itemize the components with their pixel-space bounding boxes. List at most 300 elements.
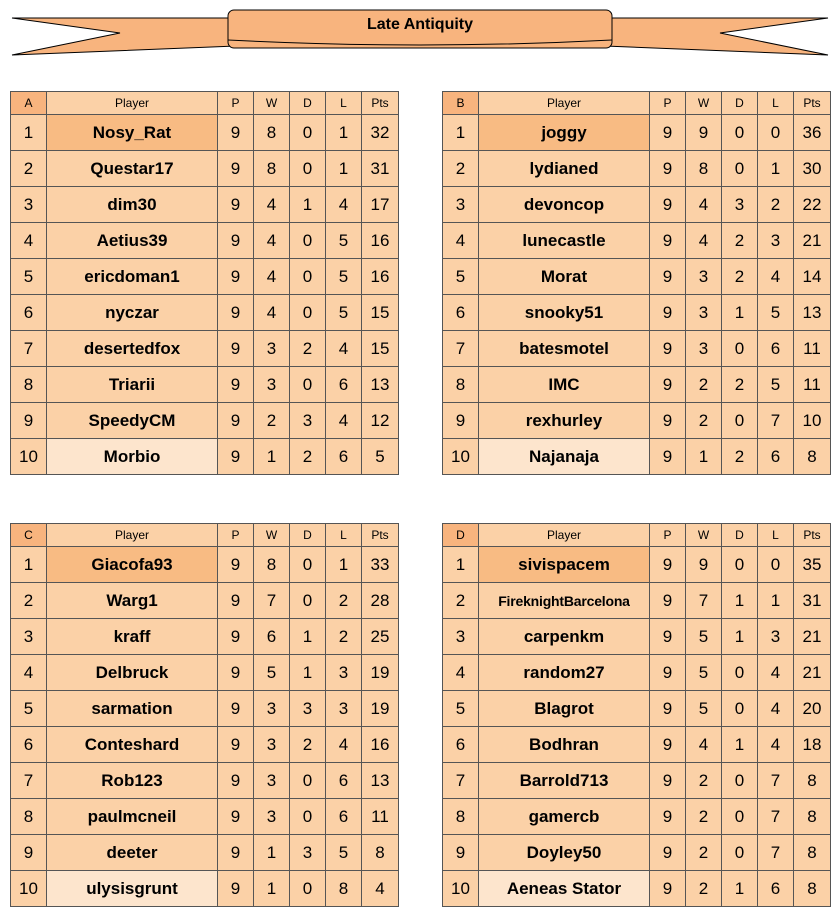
lost-cell: 5 (326, 223, 362, 259)
drawn-cell: 0 (722, 547, 758, 583)
played-cell: 9 (650, 583, 686, 619)
player-name-cell: SpeedyCM (47, 403, 218, 439)
table-row (443, 655, 831, 691)
drawn-cell: 1 (722, 295, 758, 331)
points-cell: 11 (794, 331, 831, 367)
rank-cell: 5 (443, 259, 479, 295)
table-row (443, 763, 831, 799)
drawn-cell: 0 (290, 583, 326, 619)
lost-cell: 1 (326, 151, 362, 187)
lost-cell: 6 (326, 367, 362, 403)
rank-cell: 7 (11, 763, 47, 799)
player-name-cell: sarmation (47, 691, 218, 727)
player-name-cell: joggy (479, 115, 650, 151)
rank-cell: 10 (443, 439, 479, 475)
player-name-cell: IMC (479, 367, 650, 403)
lost-cell: 6 (326, 439, 362, 475)
table-row (11, 547, 399, 583)
played-cell: 9 (650, 763, 686, 799)
played-cell: 9 (218, 115, 254, 151)
table-row (11, 871, 399, 907)
lost-cell: 0 (758, 115, 794, 151)
rank-cell: 8 (443, 367, 479, 403)
points-cell: 36 (794, 115, 831, 151)
table-row (11, 259, 399, 295)
header-points: Pts (362, 524, 399, 547)
table-header-row (443, 524, 831, 547)
player-name-cell: Warg1 (47, 583, 218, 619)
lost-cell: 4 (758, 727, 794, 763)
won-cell: 2 (686, 835, 722, 871)
lost-cell: 3 (758, 223, 794, 259)
played-cell: 9 (650, 115, 686, 151)
drawn-cell: 1 (722, 583, 758, 619)
won-cell: 8 (686, 151, 722, 187)
lost-cell: 1 (758, 583, 794, 619)
table-row (11, 799, 399, 835)
table-row (443, 331, 831, 367)
points-cell: 8 (362, 835, 399, 871)
points-cell: 28 (362, 583, 399, 619)
drawn-cell: 0 (722, 799, 758, 835)
won-cell: 7 (254, 583, 290, 619)
lost-cell: 1 (326, 115, 362, 151)
points-cell: 8 (794, 871, 831, 907)
won-cell: 4 (686, 727, 722, 763)
rank-cell: 3 (443, 187, 479, 223)
header-played: P (650, 92, 686, 115)
player-name-cell: sivispacem (479, 547, 650, 583)
header-won: W (254, 92, 290, 115)
drawn-cell: 2 (290, 727, 326, 763)
player-name-cell: Morbio (47, 439, 218, 475)
won-cell: 3 (686, 295, 722, 331)
points-cell: 30 (794, 151, 831, 187)
drawn-cell: 2 (722, 259, 758, 295)
rank-cell: 8 (11, 799, 47, 835)
header-player: Player (47, 524, 218, 547)
lost-cell: 6 (758, 331, 794, 367)
points-cell: 32 (362, 115, 399, 151)
won-cell: 4 (254, 295, 290, 331)
header-drawn: D (722, 524, 758, 547)
header-points: Pts (362, 92, 399, 115)
drawn-cell: 0 (722, 151, 758, 187)
table-row (11, 115, 399, 151)
drawn-cell: 0 (290, 151, 326, 187)
points-cell: 10 (794, 403, 831, 439)
lost-cell: 8 (326, 871, 362, 907)
won-cell: 8 (254, 547, 290, 583)
group-letter: C (11, 524, 47, 547)
points-cell: 13 (794, 295, 831, 331)
won-cell: 5 (686, 655, 722, 691)
played-cell: 9 (218, 403, 254, 439)
rank-cell: 8 (443, 799, 479, 835)
played-cell: 9 (650, 439, 686, 475)
played-cell: 9 (650, 187, 686, 223)
points-cell: 22 (794, 187, 831, 223)
group-letter: B (443, 92, 479, 115)
header-drawn: D (290, 92, 326, 115)
played-cell: 9 (650, 619, 686, 655)
lost-cell: 3 (758, 619, 794, 655)
drawn-cell: 0 (722, 655, 758, 691)
drawn-cell: 2 (722, 367, 758, 403)
rank-cell: 3 (443, 619, 479, 655)
header-won: W (254, 524, 290, 547)
lost-cell: 4 (326, 187, 362, 223)
header-points: Pts (794, 92, 831, 115)
drawn-cell: 1 (290, 187, 326, 223)
played-cell: 9 (218, 655, 254, 691)
played-cell: 9 (218, 799, 254, 835)
drawn-cell: 0 (290, 295, 326, 331)
header-lost: L (758, 524, 794, 547)
points-cell: 21 (794, 223, 831, 259)
drawn-cell: 0 (290, 871, 326, 907)
table-header-row (443, 92, 831, 115)
header-points: Pts (794, 524, 831, 547)
rank-cell: 1 (443, 115, 479, 151)
drawn-cell: 1 (290, 655, 326, 691)
player-name-cell: Bodhran (479, 727, 650, 763)
drawn-cell: 0 (290, 259, 326, 295)
lost-cell: 7 (758, 763, 794, 799)
played-cell: 9 (650, 295, 686, 331)
won-cell: 3 (254, 691, 290, 727)
lost-cell: 5 (326, 295, 362, 331)
won-cell: 9 (686, 115, 722, 151)
lost-cell: 4 (326, 331, 362, 367)
lost-cell: 1 (326, 547, 362, 583)
table-row (11, 439, 399, 475)
drawn-cell: 2 (290, 439, 326, 475)
points-cell: 19 (362, 655, 399, 691)
points-cell: 35 (794, 547, 831, 583)
table-row (11, 763, 399, 799)
points-cell: 31 (362, 151, 399, 187)
table-row (443, 223, 831, 259)
won-cell: 6 (254, 619, 290, 655)
played-cell: 9 (218, 619, 254, 655)
rank-cell: 2 (11, 151, 47, 187)
points-cell: 21 (794, 619, 831, 655)
header-lost: L (326, 524, 362, 547)
played-cell: 9 (218, 151, 254, 187)
lost-cell: 6 (758, 439, 794, 475)
player-name-cell: devoncop (479, 187, 650, 223)
table-row (443, 187, 831, 223)
drawn-cell: 0 (722, 115, 758, 151)
header-player: Player (479, 524, 650, 547)
rank-cell: 7 (443, 331, 479, 367)
played-cell: 9 (650, 547, 686, 583)
won-cell: 8 (254, 115, 290, 151)
played-cell: 9 (218, 727, 254, 763)
won-cell: 2 (686, 871, 722, 907)
header-drawn: D (722, 92, 758, 115)
player-name-cell: paulmcneil (47, 799, 218, 835)
table-row (443, 403, 831, 439)
rank-cell: 7 (443, 763, 479, 799)
table-row (443, 547, 831, 583)
drawn-cell: 0 (722, 403, 758, 439)
player-name-cell: carpenkm (479, 619, 650, 655)
points-cell: 25 (362, 619, 399, 655)
header-played: P (218, 524, 254, 547)
table-row (443, 259, 831, 295)
rank-cell: 5 (11, 259, 47, 295)
points-cell: 8 (794, 835, 831, 871)
table-row (11, 835, 399, 871)
table-row (443, 151, 831, 187)
header-player: Player (479, 92, 650, 115)
rank-cell: 4 (443, 655, 479, 691)
played-cell: 9 (218, 547, 254, 583)
played-cell: 9 (650, 151, 686, 187)
player-name-cell: nyczar (47, 295, 218, 331)
player-name-cell: Morat (479, 259, 650, 295)
table-row (443, 367, 831, 403)
table-row (443, 691, 831, 727)
points-cell: 5 (362, 439, 399, 475)
header-played: P (650, 524, 686, 547)
drawn-cell: 0 (722, 763, 758, 799)
won-cell: 1 (254, 871, 290, 907)
drawn-cell: 1 (722, 727, 758, 763)
played-cell: 9 (650, 691, 686, 727)
group-d-table (442, 523, 831, 907)
table-row (11, 583, 399, 619)
played-cell: 9 (218, 367, 254, 403)
points-cell: 15 (362, 295, 399, 331)
won-cell: 3 (254, 331, 290, 367)
lost-cell: 7 (758, 403, 794, 439)
player-name-cell: lydianed (479, 151, 650, 187)
table-header-row (11, 524, 399, 547)
won-cell: 9 (686, 547, 722, 583)
player-name-cell: deeter (47, 835, 218, 871)
points-cell: 8 (794, 439, 831, 475)
won-cell: 4 (254, 259, 290, 295)
points-cell: 16 (362, 259, 399, 295)
table-row (443, 439, 831, 475)
player-name-cell: Najanaja (479, 439, 650, 475)
player-name-cell: Barrold713 (479, 763, 650, 799)
points-cell: 33 (362, 547, 399, 583)
won-cell: 1 (686, 439, 722, 475)
won-cell: 3 (254, 799, 290, 835)
drawn-cell: 0 (722, 691, 758, 727)
rank-cell: 9 (443, 835, 479, 871)
drawn-cell: 3 (290, 691, 326, 727)
header-drawn: D (290, 524, 326, 547)
lost-cell: 4 (758, 259, 794, 295)
points-cell: 8 (794, 763, 831, 799)
table-header-row (11, 92, 399, 115)
group-letter: D (443, 524, 479, 547)
points-cell: 15 (362, 331, 399, 367)
won-cell: 4 (686, 187, 722, 223)
won-cell: 1 (254, 835, 290, 871)
page-title: Late Antiquity (366, 16, 474, 33)
group-a-table (10, 91, 399, 475)
points-cell: 18 (794, 727, 831, 763)
won-cell: 4 (254, 223, 290, 259)
player-name-cell: snooky51 (479, 295, 650, 331)
points-cell: 16 (362, 727, 399, 763)
player-name-cell: kraff (47, 619, 218, 655)
played-cell: 9 (218, 835, 254, 871)
points-cell: 8 (794, 799, 831, 835)
rank-cell: 2 (443, 151, 479, 187)
rank-cell: 4 (11, 655, 47, 691)
header-won: W (686, 92, 722, 115)
rank-cell: 5 (11, 691, 47, 727)
table-row (11, 727, 399, 763)
group-b-table (442, 91, 831, 475)
lost-cell: 5 (326, 835, 362, 871)
drawn-cell: 0 (722, 331, 758, 367)
table-row (11, 655, 399, 691)
won-cell: 4 (686, 223, 722, 259)
player-name-cell: gamercb (479, 799, 650, 835)
played-cell: 9 (218, 187, 254, 223)
lost-cell: 4 (326, 403, 362, 439)
played-cell: 9 (218, 223, 254, 259)
drawn-cell: 2 (722, 439, 758, 475)
points-cell: 12 (362, 403, 399, 439)
drawn-cell: 1 (290, 619, 326, 655)
drawn-cell: 2 (722, 223, 758, 259)
won-cell: 2 (686, 403, 722, 439)
rank-cell: 6 (11, 727, 47, 763)
played-cell: 9 (650, 223, 686, 259)
points-cell: 20 (794, 691, 831, 727)
rank-cell: 8 (11, 367, 47, 403)
player-name-cell: Aeneas Stator (479, 871, 650, 907)
player-name-cell: dim30 (47, 187, 218, 223)
table-row (443, 619, 831, 655)
header-lost: L (326, 92, 362, 115)
drawn-cell: 0 (722, 835, 758, 871)
won-cell: 5 (686, 691, 722, 727)
lost-cell: 6 (326, 799, 362, 835)
group-c-table (10, 523, 399, 907)
player-name-cell: lunecastle (479, 223, 650, 259)
table-row (443, 871, 831, 907)
won-cell: 5 (686, 619, 722, 655)
player-name-cell: Delbruck (47, 655, 218, 691)
table-row (11, 151, 399, 187)
points-cell: 14 (794, 259, 831, 295)
played-cell: 9 (650, 655, 686, 691)
rank-cell: 4 (11, 223, 47, 259)
rank-cell: 1 (443, 547, 479, 583)
won-cell: 2 (254, 403, 290, 439)
header-lost: L (758, 92, 794, 115)
player-name-cell: Blagrot (479, 691, 650, 727)
lost-cell: 2 (758, 187, 794, 223)
played-cell: 9 (218, 295, 254, 331)
player-name-cell: Giacofa93 (47, 547, 218, 583)
lost-cell: 6 (758, 871, 794, 907)
won-cell: 3 (254, 367, 290, 403)
played-cell: 9 (650, 331, 686, 367)
rank-cell: 2 (443, 583, 479, 619)
lost-cell: 5 (326, 259, 362, 295)
player-name-cell: batesmotel (479, 331, 650, 367)
header-player: Player (47, 92, 218, 115)
won-cell: 2 (686, 367, 722, 403)
table-row (11, 691, 399, 727)
table-row (443, 295, 831, 331)
rank-cell: 9 (11, 835, 47, 871)
player-name-cell: FireknightBarcelona (479, 583, 650, 619)
rank-cell: 10 (443, 871, 479, 907)
drawn-cell: 0 (290, 547, 326, 583)
header-played: P (218, 92, 254, 115)
won-cell: 3 (254, 763, 290, 799)
points-cell: 17 (362, 187, 399, 223)
rank-cell: 6 (11, 295, 47, 331)
played-cell: 9 (218, 871, 254, 907)
player-name-cell: Aetius39 (47, 223, 218, 259)
player-name-cell: Conteshard (47, 727, 218, 763)
lost-cell: 7 (758, 799, 794, 835)
lost-cell: 5 (758, 295, 794, 331)
table-row (11, 187, 399, 223)
played-cell: 9 (218, 763, 254, 799)
lost-cell: 0 (758, 547, 794, 583)
rank-cell: 2 (11, 583, 47, 619)
table-row (443, 583, 831, 619)
drawn-cell: 3 (722, 187, 758, 223)
rank-cell: 5 (443, 691, 479, 727)
won-cell: 8 (254, 151, 290, 187)
played-cell: 9 (218, 583, 254, 619)
drawn-cell: 1 (722, 619, 758, 655)
points-cell: 21 (794, 655, 831, 691)
rank-cell: 9 (443, 403, 479, 439)
table-row (11, 619, 399, 655)
played-cell: 9 (218, 259, 254, 295)
rank-cell: 3 (11, 619, 47, 655)
points-cell: 11 (362, 799, 399, 835)
won-cell: 5 (254, 655, 290, 691)
points-cell: 13 (362, 763, 399, 799)
group-letter: A (11, 92, 47, 115)
lost-cell: 3 (326, 691, 362, 727)
drawn-cell: 3 (290, 835, 326, 871)
player-name-cell: Doyley50 (479, 835, 650, 871)
title-banner (0, 0, 839, 60)
player-name-cell: ulysisgrunt (47, 871, 218, 907)
rank-cell: 4 (443, 223, 479, 259)
lost-cell: 7 (758, 835, 794, 871)
played-cell: 9 (650, 727, 686, 763)
lost-cell: 3 (326, 655, 362, 691)
won-cell: 3 (254, 727, 290, 763)
rank-cell: 3 (11, 187, 47, 223)
player-name-cell: random27 (479, 655, 650, 691)
won-cell: 1 (254, 439, 290, 475)
player-name-cell: Nosy_Rat (47, 115, 218, 151)
won-cell: 2 (686, 799, 722, 835)
lost-cell: 4 (758, 655, 794, 691)
header-won: W (686, 524, 722, 547)
